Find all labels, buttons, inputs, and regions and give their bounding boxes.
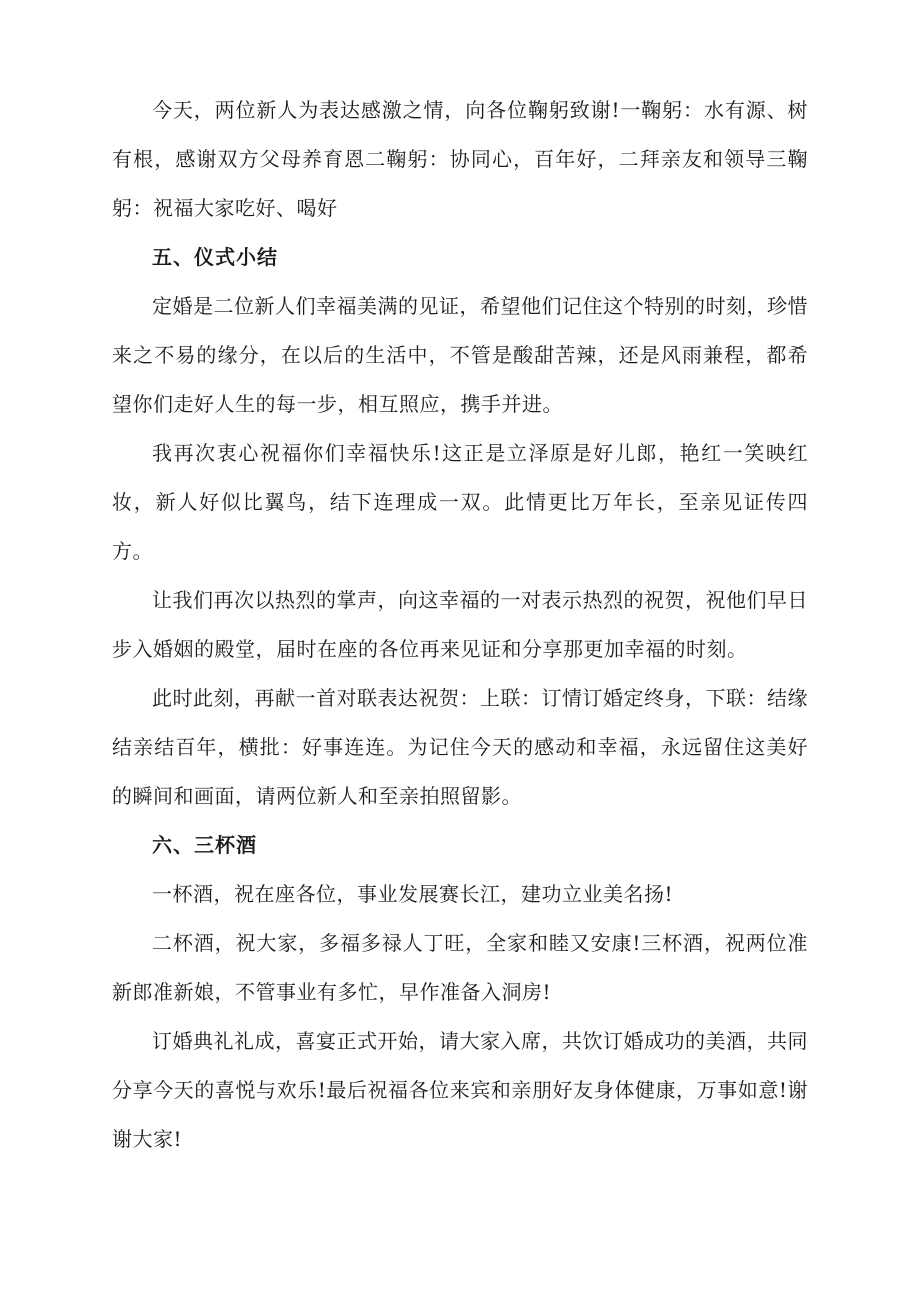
paragraph-first-toast: 一杯酒，祝在座各位，事业发展赛长江，建功立业美名扬! xyxy=(152,882,674,906)
paragraph-closing: 订婚典礼礼成，喜宴正式开始，请大家入席，共饮订婚成功的美酒，共同分享今天的喜悦与欢乐!最后祝福各位来宾和亲朋好友身体健康，万事如意!谢谢大家! xyxy=(112,1029,808,1151)
document-page xyxy=(112,86,808,1164)
heading-three-toasts: 六、三杯酒 xyxy=(152,833,257,857)
paragraph-bow-thanks: 今天，两位新人为表达感激之情，向各位鞠躬致谢!一鞠躬：水有源、树有根，感谢双方父母养育恩二鞠躬：协同心，百年好，二拜亲友和领导三鞠躬：祝福大家吃好、喝好 xyxy=(112,98,808,220)
paragraph-second-third-toast: 二杯酒，祝大家，多福多禄人丁旺，全家和睦又安康!三杯酒，祝两位准新郎准新娘，不管事业有多忙，早作准备入洞房! xyxy=(112,931,808,1004)
paragraph-engagement-witness: 定婚是二位新人们幸福美满的见证，希望他们记住这个特别的时刻，珍惜来之不易的缘分，在以后的生活中，不管是酸甜苦辣，还是风雨兼程，都希望你们走好人生的每一步，相互照应，携手并进。 xyxy=(112,294,808,416)
paragraph-couplet: 此时此刻，再献一首对联表达祝贺：上联：订情订婚定终身，下联：结缘结亲结百年，横批：好事连连。为记住今天的感动和幸福，永远留住这美好的瞬间和画面，请两位新人和至亲拍照留影。 xyxy=(112,686,808,808)
paragraph-blessing-poem: 我再次衷心祝福你们幸福快乐!这正是立泽原是好儿郎，艳红一笑映红妆，新人好似比翼鸟，结下连理成一双。此情更比万年长，至亲见证传四方。 xyxy=(112,441,808,563)
paragraph-applause: 让我们再次以热烈的掌声，向这幸福的一对表示热烈的祝贺，祝他们早日步入婚姻的殿堂，届时在座的各位再来见证和分享那更加幸福的时刻。 xyxy=(112,588,808,661)
heading-ceremony-summary: 五、仪式小结 xyxy=(152,245,278,269)
